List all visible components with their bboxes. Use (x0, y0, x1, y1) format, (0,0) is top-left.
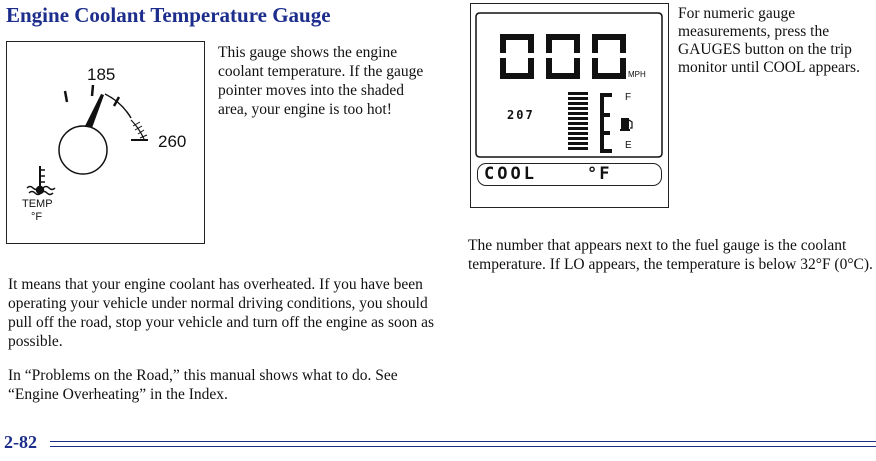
gauge-hub (59, 126, 107, 174)
gauge-mark-low: 185 (87, 65, 116, 84)
footer-rule-top (50, 441, 876, 442)
section-heading: Engine Coolant Temperature Gauge (6, 3, 331, 27)
fuel-full-label: F (625, 92, 632, 103)
overheat-paragraph: It means that your engine coolant has overheated. If you have been operating your vehicle under normal driving conditions, you should pull off the road, stop your vehicle and turn off the engine as soon as possible. (8, 276, 435, 350)
problems-paragraph: In “Problems on the Road,” this manual shows what to do. See “Engine Overheating” in the Index. (8, 367, 398, 403)
page-number: 2-82 (4, 432, 37, 452)
fuel-empty-label: E (625, 140, 632, 151)
gauge-tick-2 (92, 85, 93, 96)
fuel-gauge-paragraph: The number that appears next to the fuel gauge is the coolant temperature. If LO appears, the temperature is below 32°F (0°C). (468, 237, 873, 273)
fuel-scale (602, 93, 612, 153)
mode-unit-readout: °F (587, 164, 612, 184)
coolant-value-readout: 207 (507, 108, 535, 122)
speed-digits-segments (500, 34, 626, 79)
gauge-needle (85, 94, 104, 128)
footer-rule-bottom (50, 446, 876, 447)
numeric-gauge-text: For numeric gauge measurements, press the GAUGES button on the trip monitor until COOL appears. (678, 5, 860, 76)
gauge-mark-high: 260 (158, 132, 187, 151)
gauge-temp-label: TEMP (22, 198, 53, 210)
gauge-unit-label: °F (31, 211, 43, 223)
coolant-thermometer-icon (27, 166, 55, 195)
speed-unit-label: MPH (628, 70, 646, 79)
fuel-bar-graph (568, 92, 588, 150)
temperature-gauge-figure (6, 41, 205, 244)
gauge-tick-1 (65, 91, 67, 102)
mode-label-readout: COOL (484, 164, 537, 184)
fuel-pump-icon (620, 118, 632, 131)
gauge-hot-zone (131, 120, 148, 140)
gauge-description-text: This gauge shows the engine coolant temperature. If the gauge pointer moves into the shaded area, your engine is too hot! (218, 44, 424, 118)
